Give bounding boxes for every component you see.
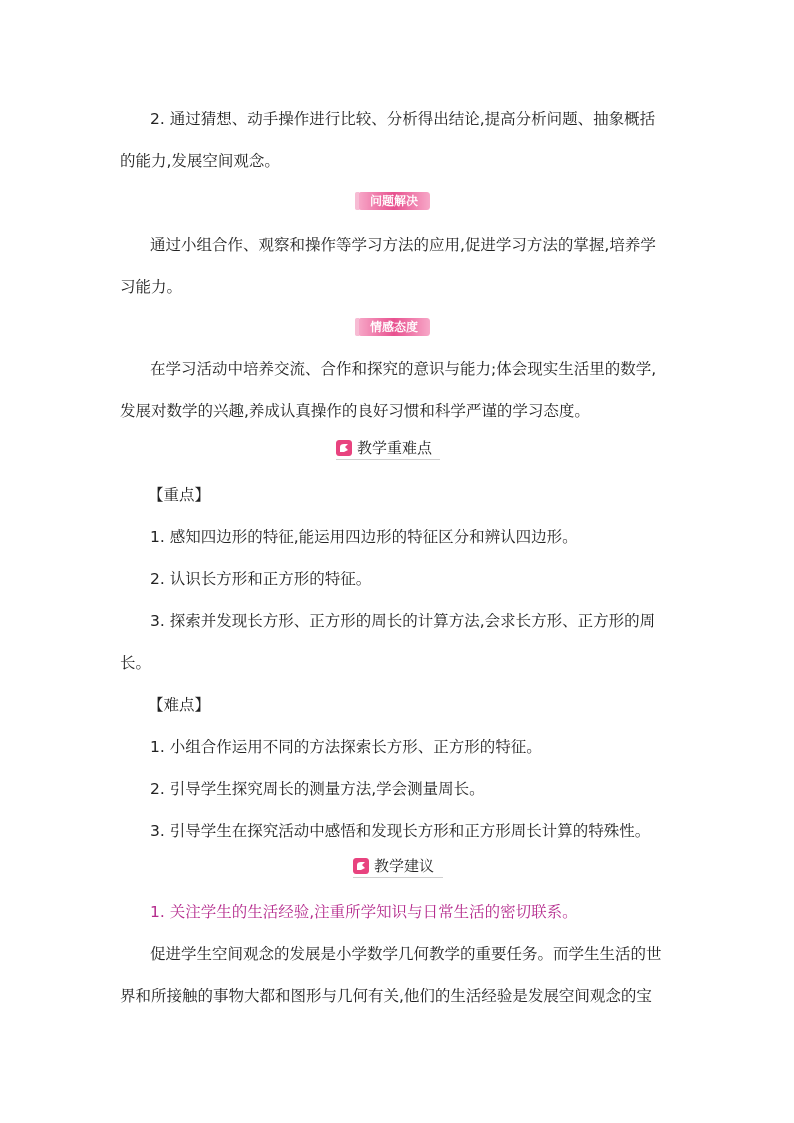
key-point-item-cont: 长。 bbox=[120, 654, 152, 672]
difficult-point-item: 2. 引导学生探究周长的测量方法,学会测量周长。 bbox=[150, 780, 485, 798]
difficult-point-item: 3. 引导学生在探究活动中感悟和发现长方形和正方形周长计算的特殊性。 bbox=[150, 822, 651, 840]
section-suggestions bbox=[353, 855, 443, 878]
badge-emotional-attitude: 情感态度 bbox=[358, 318, 430, 336]
difficult-point-item: 1. 小组合作运用不同的方法探索长方形、正方形的特征。 bbox=[150, 738, 542, 756]
paragraph-goal-2-line2: 的能力,发展空间观念。 bbox=[120, 152, 280, 170]
pen-icon bbox=[353, 858, 369, 874]
suggestion-paragraph-line2: 界和所接触的事物大都和图形与几何有关,他们的生活经验是发展空间观念的宝 bbox=[120, 987, 652, 1005]
key-point-item: 2. 认识长方形和正方形的特征。 bbox=[150, 570, 372, 588]
paragraph-problem-solving-line1: 通过小组合作、观察和操作等学习方法的应用,促进学习方法的掌握,培养学 bbox=[150, 236, 656, 254]
suggestion-paragraph-line1: 促进学生空间观念的发展是小学数学几何教学的重要任务。而学生生活的世 bbox=[150, 945, 662, 963]
paragraph-attitude-line1: 在学习活动中培养交流、合作和探究的意识与能力;体会现实生活里的数学, bbox=[150, 360, 657, 378]
section-title: 教学建议 bbox=[374, 857, 435, 875]
suggestion-title: 1. 关注学生的生活经验,注重所学知识与日常生活的密切联系。 bbox=[150, 903, 578, 921]
pen-icon bbox=[336, 440, 352, 456]
key-points-heading: 【重点】 bbox=[148, 486, 211, 504]
key-point-item: 1. 感知四边形的特征,能运用四边形的特征区分和辨认四边形。 bbox=[150, 528, 578, 546]
key-point-item: 3. 探索并发现长方形、正方形的周长的计算方法,会求长方形、正方形的周 bbox=[150, 612, 656, 630]
badge-problem-solving: 问题解决 bbox=[358, 192, 430, 210]
paragraph-attitude-line2: 发展对数学的兴趣,养成认真操作的良好习惯和科学严谨的学习态度。 bbox=[120, 402, 590, 420]
paragraph-problem-solving-line2: 习能力。 bbox=[120, 278, 183, 296]
section-title: 教学重难点 bbox=[357, 439, 433, 457]
paragraph-goal-2-line1: 2. 通过猜想、动手操作进行比较、分析得出结论,提高分析问题、抽象概括 bbox=[150, 110, 656, 128]
section-key-difficult bbox=[336, 437, 440, 460]
difficult-points-heading: 【难点】 bbox=[148, 696, 211, 714]
